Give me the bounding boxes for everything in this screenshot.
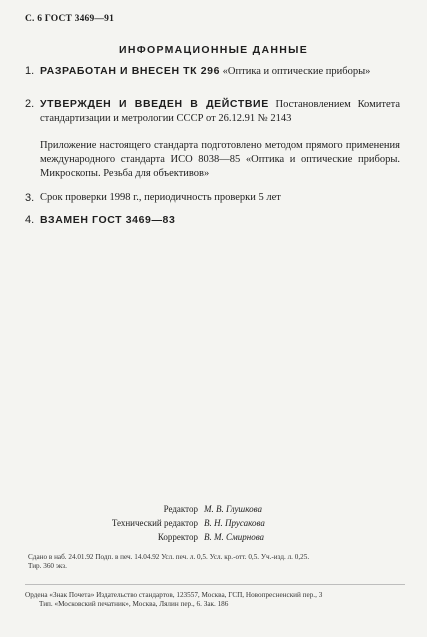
item-lead: УТВЕРЖДЕН И ВВЕДЕН В ДЕЙСТВИЕ <box>40 98 269 110</box>
item-lead: РАЗРАБОТАН И ВНЕСЕН ТК 296 <box>40 65 221 77</box>
section-title: ИНФОРМАЦИОННЫЕ ДАННЫЕ <box>118 44 308 56</box>
info-item-4 <box>25 213 400 228</box>
staff-row <box>0 502 427 516</box>
item-number: 4. <box>25 214 35 226</box>
staff-role: Технический редактор <box>111 518 198 528</box>
item-text: Постановлением Комитета стандартизации и метрологии СССР от 26.12.91 № 2143 <box>40 99 400 124</box>
item-body <box>40 213 400 228</box>
publisher-line: Ордена «Знак Почета» Издательство стандартов, 123557, Москва, ГСП, Новопресненский пер., 3 <box>25 591 323 599</box>
footer-divider <box>25 584 405 585</box>
item-text: Срок проверки 1998 г., периодичность проверки 5 лет <box>40 192 281 203</box>
print-line: Сдано в наб. 24.01.92 Подп. в печ. 14.04.92 Усл. печ. л. 0,5. Усл. кр.-отт. 0,5. Уч.-изд. л. 0,25. <box>28 553 310 561</box>
item-body <box>40 97 400 126</box>
staff-name: В. М. Смирнова <box>204 532 265 542</box>
publisher-details <box>25 591 407 609</box>
editorial-staff <box>0 502 427 544</box>
staff-name: В. Н. Прусакова <box>204 518 265 528</box>
item-number: 1. <box>25 65 35 77</box>
staff-row <box>0 530 427 544</box>
item-number: 3. <box>25 192 35 204</box>
item-body <box>40 64 400 79</box>
page-header: С. 6 ГОСТ 3469—91 <box>25 14 115 24</box>
appendix-note: Приложение настоящего стандарта подготовлено методом прямого применения международного стандарта ИСО 8038—85 «Оптика и оптические приборы. Микроскопы. Резьба для объективов» <box>40 140 400 179</box>
print-details <box>28 553 403 571</box>
info-item-3 <box>25 191 400 205</box>
item-lead: ВЗАМЕН ГОСТ 3469—83 <box>40 214 176 226</box>
item-body <box>40 191 400 205</box>
print-line: Тир. 360 экз. <box>28 562 67 570</box>
printer-line: Тип. «Московский печатник», Москва, Лялин пер., 6. Зак. 186 <box>39 600 229 608</box>
staff-role: Корректор <box>157 532 198 542</box>
staff-row <box>0 516 427 530</box>
info-item-2 <box>25 97 400 126</box>
item-number: 2. <box>25 98 35 110</box>
item-text: «Оптика и оптические приборы» <box>220 66 371 77</box>
staff-name: М. В. Глушкова <box>204 504 262 514</box>
staff-role: Редактор <box>163 504 198 514</box>
info-item-1 <box>25 64 400 79</box>
